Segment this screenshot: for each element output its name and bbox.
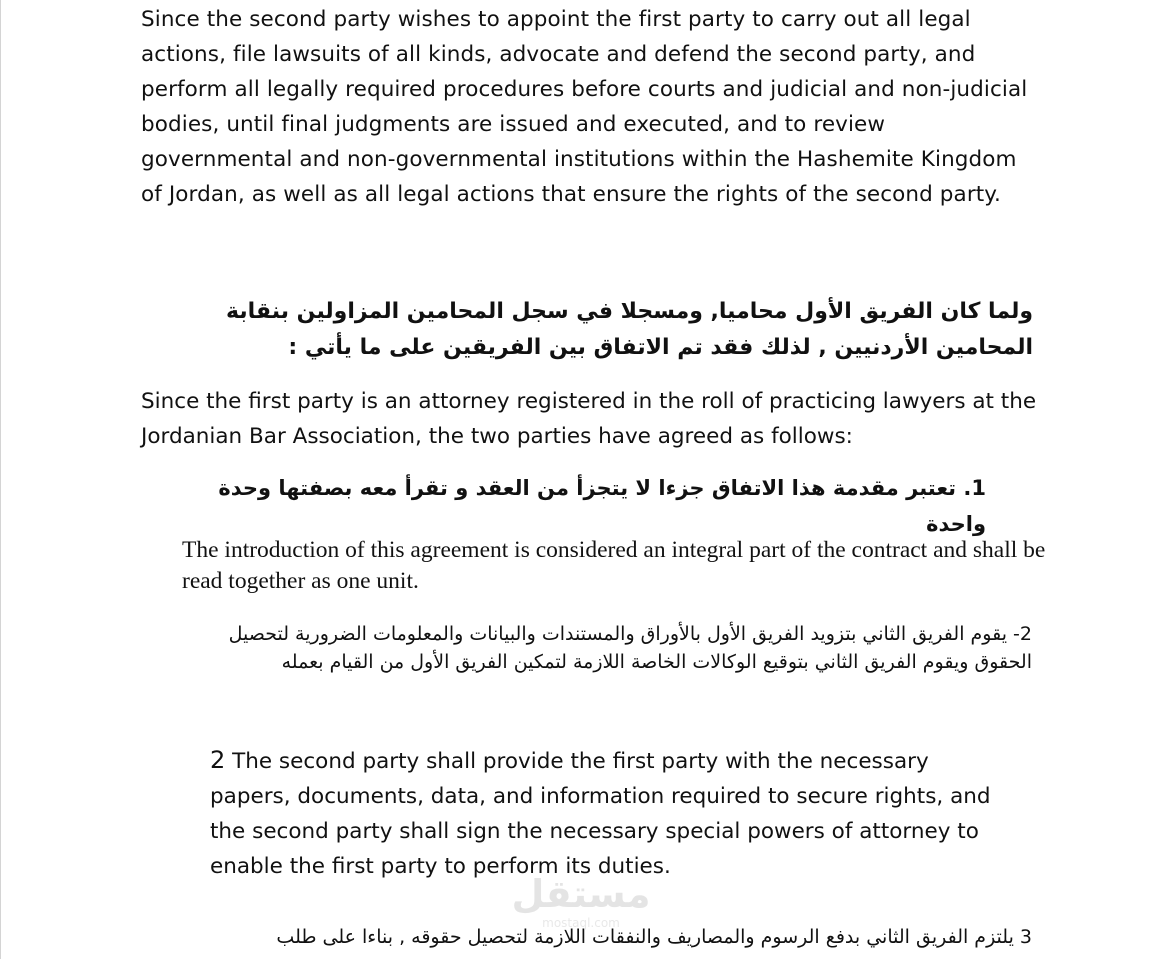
clause-2-number: 2 [210,746,226,774]
watermark-sub-text: mostaql.com [542,916,620,930]
clause-2-ar: 2- يقوم الفريق الثاني بتزويد الفريق الأول بالأوراق والمستندات والبيانات والمعلومات الضرورية لتحصيل الحقوق ويقوم الفريق الثاني بتوقيع الوكالات الخاصة اللازمة لتمكين الفريق الأول من القيام بعمله [228,623,1032,673]
clause-1-ar: 1. تعتبر مقدمة هذا الاتفاق جزءا لا يتجزأ من العقد و تقرأ معه بصفتها وحدة واحدة [218,476,986,536]
clause-2-en-text: The second party shall provide the first party with the necessary papers, documents, data, and information required to secure rights, and the second party shall sign the necessary special powers of attorney to enable the first party to perform its duties. [210,749,991,879]
clause-1-en: The introduction of this agreement is considered an integral part of the contract and shall be read together as one unit. [182,537,1046,594]
attorney-paragraph-ar: ولما كان الفريق الأول محاميا, ومسجلا في سجل المحامين المزاولين بنقابة المحامين الأردنيين , لذلك فقد تم الاتفاق بين الفريقين على ما يأتي : [226,299,1033,360]
watermark-main-text: مستقل [511,872,651,916]
clause-3-ar: 3 يلتزم الفريق الثاني بدفع الرسوم والمصاريف والنفقات اللازمة لتحصيل حقوقه , بناءا على طلب [276,926,1032,948]
clause-2-en [210,743,1010,884]
intro-paragraph-en: Since the second party wishes to appoint the first party to carry out all legal actions, file lawsuits of all kinds, advocate and defend the second party, and perform all legally required procedures before courts and judicial and non-judicial bodies, until final judgments are issued and executed, and to review governmental and non-governmental institutions within the Hashemite Kingdom of Jordan, as well as all legal actions that ensure the rights of the second party. [141,7,1028,207]
attorney-paragraph-en: Since the first party is an attorney registered in the roll of practicing lawyers at the Jordanian Bar Association, the two parties have agreed as follows: [141,389,1037,449]
